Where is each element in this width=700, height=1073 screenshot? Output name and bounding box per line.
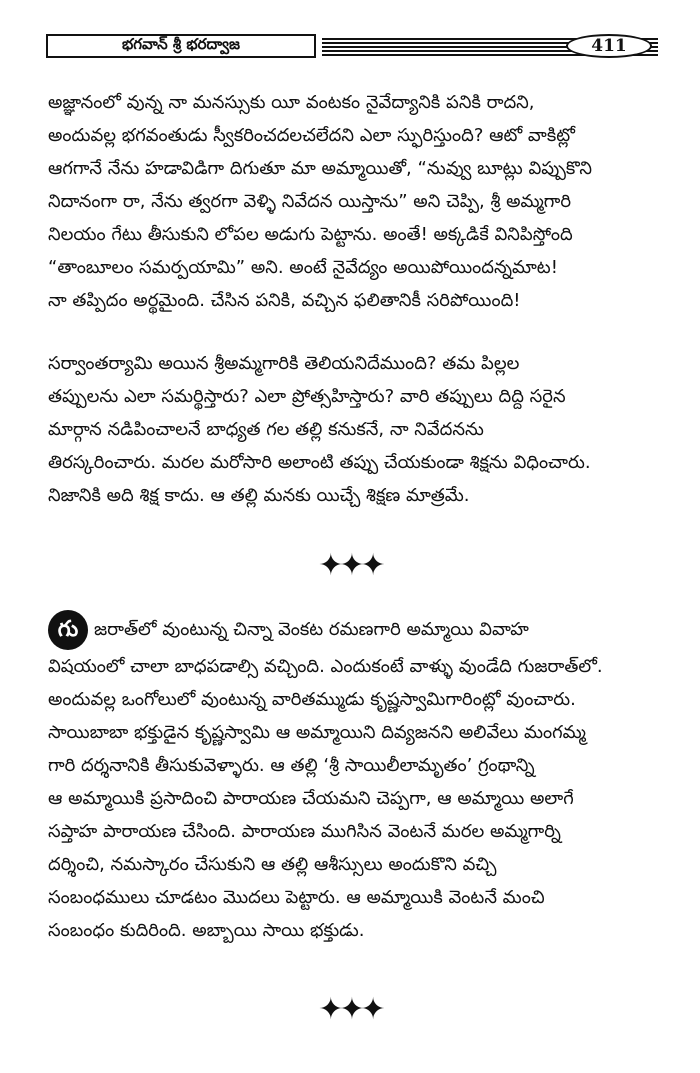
page-header xyxy=(46,34,658,60)
text-line: సంబంధం కుదిరింది. అబ్బాయి సాయి భక్తుడు. xyxy=(48,920,365,941)
text-line: దర్శించి, నమస్కారం చేసుకుని ఆ తల్లి ఆశీస్సులు అందుకొని వచ్చి xyxy=(48,854,497,875)
text-line: నా తప్పిదం అర్థమైంది. చేసిన పనికి, వచ్చిన ఫలితానికీ సరిపోయింది! xyxy=(48,290,521,311)
text-line: తిరస్కరించారు. మరల మరోసారి అలాంటి తప్పు చేయకుండా శిక్షను విధించారు. xyxy=(48,452,591,473)
text-line: సప్తాహ పారాయణ చేసింది. పారాయణ ముగిసిన వెంటనే మరల అమ్మగార్ని xyxy=(48,821,561,842)
section-ornament: ✦✦✦ xyxy=(318,548,382,583)
paragraph-3 xyxy=(48,610,660,947)
text-line: అజ్ఞానంలో వున్న నా మనస్సుకు యీ వంటకం నైవేద్యానికి పనికి రాదని, xyxy=(48,92,535,113)
page-number: 411 xyxy=(566,34,652,58)
end-ornament: ✦✦✦ xyxy=(318,992,382,1027)
text-line: సాయిబాబా భక్తుడైన కృష్ణస్వామి ఆ అమ్మాయిని దివ్యజనని అలివేలు మంగమ్మ xyxy=(48,722,586,743)
text-line: నిజానికి అది శిక్ష కాదు. ఆ తల్లి మనకు యిచ్చే శిక్షణ మాత్రమే. xyxy=(48,485,470,506)
text-line: గారి దర్శనానికి తీసుకువెళ్ళారు. ఆ తల్లి ‘శ్రీ సాయిలీలామృతం’ గ్రంథాన్ని xyxy=(48,755,535,776)
text-line: తప్పులను ఎలా సమర్థిస్తారు? ఎలా ప్రోత్సహిస్తారు? వారి తప్పులు దిద్ది సరైన xyxy=(48,386,566,407)
text-line xyxy=(48,610,660,650)
text-line: నిలయం గేటు తీసుకుని లోపల అడుగు పెట్టాను. అంతే! అక్కడికే వినిపిస్తోంది xyxy=(48,224,573,245)
text-line: సర్వాంతర్యామి అయిన శ్రీఅమ్మగారికి తెలియనిదేముంది? తమ పిల్లల xyxy=(48,353,520,374)
running-title: భగవాన్ శ్రీ భరద్వాజ xyxy=(46,34,316,58)
text-line: ఆగగానే నేను హడావిడిగా దిగుతూ మా అమ్మాయితో, “నువ్వు బూట్లు విప్పుకొని xyxy=(48,158,593,179)
text-line: “తాంబూలం సమర్పయామి” అని. అంటే నైవేద్యం అయిపోయిందన్నమాట! xyxy=(48,257,558,278)
drop-cap: గు xyxy=(48,610,88,650)
text-line: ఆ అమ్మాయికి ప్రసాదించి పారాయణ చేయమని చెప్పగా, ఆ అమ్మాయి అలాగే xyxy=(48,788,574,809)
paragraph-1 xyxy=(48,86,660,317)
text-line: అందువల్ల ఒంగోలులో వుంటున్న వారితమ్ముడు కృష్ణస్వామిగారింట్లో వుంచారు. xyxy=(48,689,576,710)
text-line: విషయంలో చాలా బాధపడాల్సి వచ్చింది. ఎందుకంటే వాళ్ళు వుండేది గుజరాత్‌లో. xyxy=(48,656,603,677)
text-line: నిదానంగా రా, నేను త్వరగా వెళ్ళి నివేదన యిస్తాను” అని చెప్పి, శ్రీ అమ్మగారి xyxy=(48,191,572,212)
paragraph-2 xyxy=(48,347,660,512)
text-line: అందువల్ల భగవంతుడు స్వీకరించదలచలేదని ఎలా స్ఫురిస్తుంది? ఆటో వాకిట్లో xyxy=(48,125,575,146)
text-line: సంబంధములు చూడటం మొదలు పెట్టారు. ఆ అమ్మాయికి వెంటనే మంచి xyxy=(48,887,545,908)
text-line: మార్గాన నడిపించాలనే బాధ్యత గల తల్లి కనుకనే, నా నివేదనను xyxy=(48,419,484,440)
first-line-text: జరాత్‌లో వుంటున్న చిన్నా వెంకట రమణగారి అమ్మాయి వివాహ xyxy=(94,619,529,640)
